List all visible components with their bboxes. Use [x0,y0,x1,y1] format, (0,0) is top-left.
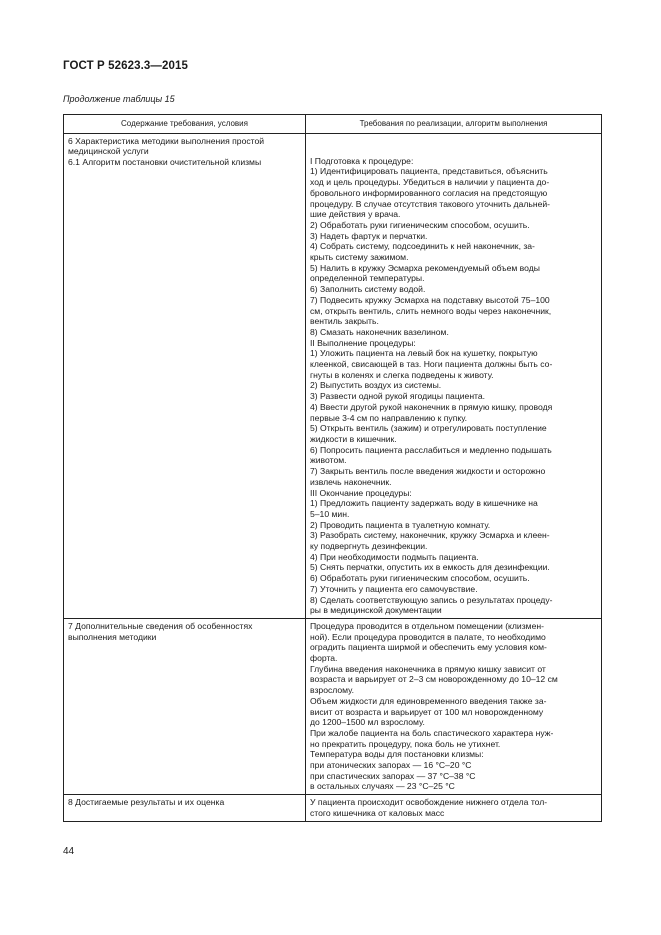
text-line: 4) При необходимости подмыть пациента. [310,551,479,562]
text-line: ры в медицинской документации [310,605,442,616]
text-line: 3) Развести одной рукой ягодицы пациента. [310,391,486,402]
text-line: ход и цель процедуры. Убедиться в наличии у пациента до- [310,177,550,188]
text-line: крыть систему зажимом. [310,252,409,263]
text-line: 3) Надеть фартук и перчатки. [310,230,428,241]
text-line: При жалобе пациента на боль спастического характера нуж- [310,727,554,738]
text-line: 6) Заполнить систему водой. [310,284,426,295]
text-line: 7 Дополнительные сведения об особенностях [68,620,253,631]
text-line: 1) Идентифицировать пациента, представиться, объяснить [310,166,548,177]
row6-algorithm-cell [306,133,602,618]
text-line: до 1200–1500 мл взрослому. [310,717,425,728]
table-row-7 [64,618,602,794]
row6-requirement-cell [64,133,306,618]
text-line: гнуты в коленях и слегка подведены к животу. [310,369,494,380]
text-line: 1) Уложить пациента на левый бок на кушетку, покрытую [310,348,538,359]
text-line: У пациента происходит освобождение нижнего отдела тол- [310,797,548,808]
column-header-requirement: Содержание требования, условия [64,115,306,134]
text-line: 6) Обработать руки гигиеническим способом, осушить. [310,573,530,584]
table-row-6 [64,133,602,618]
table-continuation-caption: Продолжение таблицы 15 [63,94,175,104]
row7-algorithm-cell [306,618,602,794]
text-line: II Выполнение процедуры: [310,337,416,348]
text-line: процедуру. В случае отсутствия такового уточнить дальней- [310,198,551,209]
text-line: 6.1 Алгоритм постановки очистительной клизмы [68,157,262,168]
text-line: первые 3-4 см по направлению к пупку. [310,412,468,423]
standard-code: ГОСТ Р 52623.3—2015 [63,60,188,72]
text-line: 2) Обработать руки гигиеническим способом, осушить. [310,219,530,230]
text-line: Процедура проводится в отдельном помещении (клизмен- [310,620,544,631]
text-line: 6 Характеристика методики выполнения простой [68,135,265,146]
text-line: 5–10 мин. [310,508,350,519]
text-line: клеенкой, свисающей в таз. Ноги пациента должны быть со- [310,359,553,370]
text-line: 7) Уточнить у пациента его самочувствие. [310,583,478,594]
text-line: шие действия у врача. [310,209,401,220]
table-row-8 [64,795,602,821]
text-line: 5) Открыть вентиль (зажим) и отрегулировать поступление [310,423,547,434]
text-line: при спастических запорах — 37 °С–38 °С [310,770,476,781]
text-line: извлечь наконечник. [310,476,392,487]
text-line: вентиль закрыть. [310,316,379,327]
text-line: ку подвергнуть дезинфекции. [310,541,428,552]
text-line: бровольного информированного согласия на предстоящую [310,187,548,198]
text-line: 4) Собрать систему, подсоединить к ней наконечник, за- [310,241,535,252]
row8-algorithm-cell [306,795,602,821]
text-line: Температура воды для постановки клизмы: [310,749,484,760]
page-number: 44 [63,846,75,857]
text-line: взрослому. [310,685,354,696]
text-line: висит от возраста и варьирует от 100 мл новорожденному [310,706,544,717]
text-line: 2) Проводить пациента в туалетную комнату. [310,519,491,530]
text-line: форта. [310,653,338,664]
text-line: 6) Попросить пациента расслабиться и медленно подышать [310,444,552,455]
text-line: 5) Налить в кружку Эсмарха рекомендуемый объем воды [310,262,540,273]
text-line: стого кишечника от каловых масс [310,807,445,818]
text-line: при атонических запорах — 16 °С–20 °С [310,760,472,771]
row8-requirement-cell [64,795,306,821]
text-line: ной). Если процедура проводится в палате, то необходимо [310,631,546,642]
text-line: 7) Закрыть вентиль после введения жидкости и осторожно [310,466,546,477]
text-line: 1) Предложить пациенту задержать воду в кишечнике на [310,498,538,509]
text-line: но прекратить процедуру, пока боль не утихнет. [310,738,501,749]
text-line: животом. [310,455,347,466]
table-header-row [64,115,602,134]
text-line: 8 Достигаемые результаты и их оценка [68,797,225,808]
text-line: медицинской услуги [68,146,149,157]
text-line: определенной температуры. [310,273,425,284]
text-line: I Подготовка к процедуре: [310,155,414,166]
text-line: 8) Сделать соответствующую запись о результатах процеду- [310,594,553,605]
text-line: Глубина введения наконечника в прямую кишку зависит от [310,663,546,674]
text-line: 3) Разобрать систему, наконечник, кружку Эсмарха и клеен- [310,530,550,541]
text-line: Объем жидкости для единовременного введения также за- [310,695,547,706]
text-line: в остальных случаях — 23 °С–25 °С [310,781,455,792]
text-line: оградить пациента ширмой и обеспечить ему условия ком- [310,642,547,653]
text-line: 8) Смазать наконечник вазелином. [310,326,449,337]
text-line: 4) Ввести другой рукой наконечник в прямую кишку, проводя [310,401,553,412]
text-line: III Окончание процедуры: [310,487,412,498]
text-line: выполнения методики [68,631,157,642]
text-line: см, открыть вентиль, слить немного воды через наконечник, [310,305,552,316]
row7-requirement-cell [64,618,306,794]
text-line: 7) Подвесить кружку Эсмарха на подставку высотой 75–100 [310,294,550,305]
text-line: 2) Выпустить воздух из системы. [310,380,442,391]
requirements-table [63,114,602,822]
column-header-algorithm: Требования по реализации, алгоритм выполнения [306,115,602,134]
text-line: 5) Снять перчатки, опустить их в емкость для дезинфекции. [310,562,550,573]
text-line: возраста и варьирует от 2–3 см новорожденному до 10–12 см [310,674,558,685]
text-line: жидкости в кишечник. [310,433,397,444]
